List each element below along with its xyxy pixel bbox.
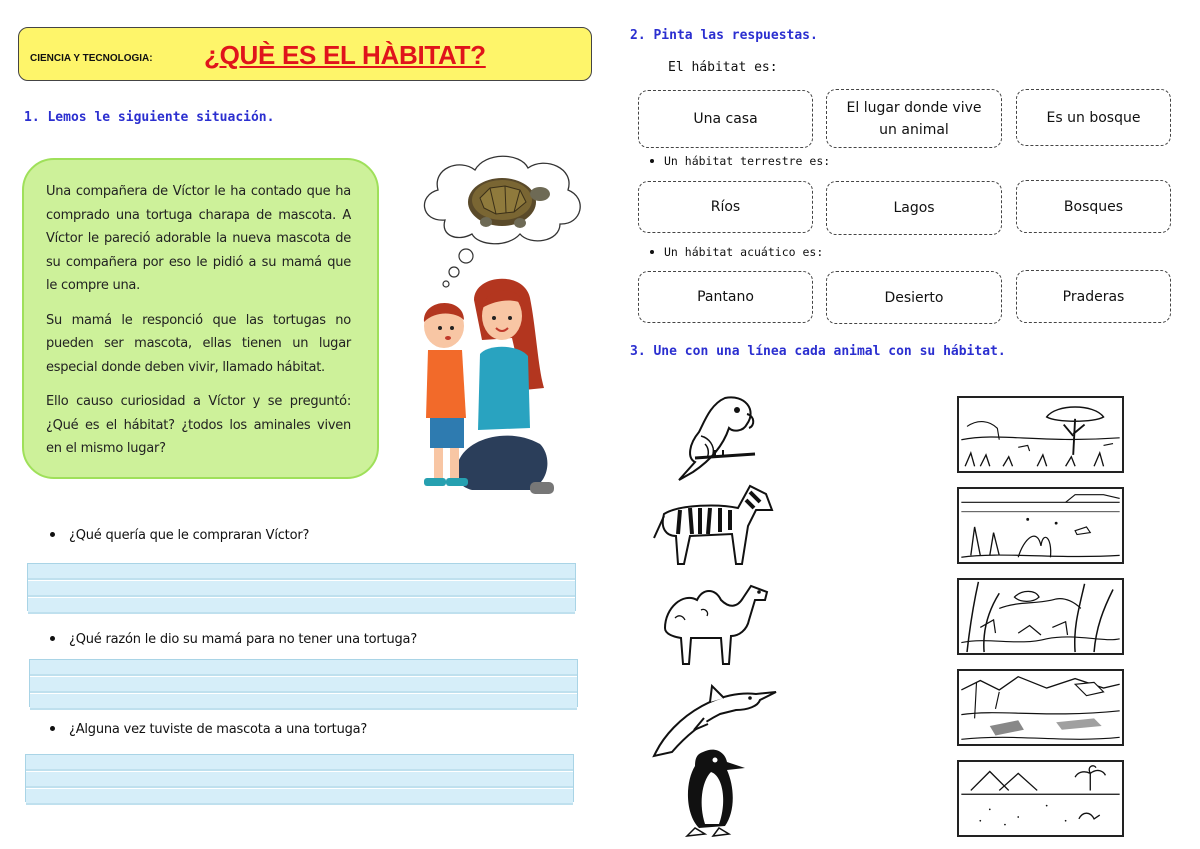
question-2 bbox=[46, 632, 417, 647]
subject-label: CIENCIA Y TECNOLOGIA: bbox=[30, 53, 153, 64]
story-box bbox=[22, 158, 379, 479]
option-es-un-bosque[interactable]: Es un bosque bbox=[1016, 89, 1171, 146]
page-title: ¿QUÈ ES EL HÀBITAT? bbox=[204, 40, 486, 70]
option-una-casa[interactable]: Una casa bbox=[638, 90, 813, 148]
story-paragraph: Una compañera de Víctor le ha contado que ha comprado una tortuga charapa de mascota. A Víctor le pareció adorable la nueva mascota de su compañera por eso le pidió a su mamá que le compre una. bbox=[46, 184, 351, 293]
habitat-river[interactable] bbox=[957, 669, 1124, 746]
habitat-prompt: El hábitat es: bbox=[668, 60, 778, 75]
bullet-icon bbox=[650, 159, 654, 163]
penguin-icon[interactable] bbox=[665, 742, 755, 840]
section1-heading: 1. Lemos le siguiente situación. bbox=[24, 110, 275, 125]
question-text: ¿Qué razón le dio su mamá para no tener una tortuga? bbox=[69, 632, 418, 647]
story-paragraph: Ello causo curiosidad a Víctor y se preguntó: ¿Qué es el hábitat? ¿todos los aminales viven en el mismo lugar? bbox=[46, 394, 351, 456]
habitat-jungle[interactable] bbox=[957, 578, 1124, 655]
camel-icon[interactable] bbox=[655, 578, 773, 670]
habitat-ocean[interactable] bbox=[957, 487, 1124, 564]
question-text: ¿Alguna vez tuviste de mascota a una tortuga? bbox=[69, 722, 368, 737]
option-rios[interactable]: Ríos bbox=[638, 181, 813, 233]
terrestre-label bbox=[630, 154, 830, 168]
bullet-icon bbox=[50, 636, 55, 641]
parrot-icon[interactable] bbox=[665, 388, 760, 483]
option-lugar-donde-vive[interactable]: El lugar donde vive un animal bbox=[826, 89, 1002, 148]
option-lagos[interactable]: Lagos bbox=[826, 181, 1002, 235]
question-3 bbox=[46, 722, 367, 737]
acuatico-label bbox=[630, 245, 823, 259]
mother-child-illustration bbox=[412, 268, 562, 510]
option-desierto[interactable]: Desierto bbox=[826, 271, 1002, 324]
option-praderas[interactable]: Praderas bbox=[1016, 270, 1171, 323]
option-bosques[interactable]: Bosques bbox=[1016, 180, 1171, 233]
habitat-desert[interactable] bbox=[957, 760, 1124, 837]
acuatico-text: Un hábitat acuático es: bbox=[664, 245, 824, 259]
question-text: ¿Qué quería que le compraran Víctor? bbox=[69, 528, 310, 543]
story-paragraph: Su mamá le responció que las tortugas no pueden ser mascota, ellas tienen un lugar especial donde deben vivir, llamado hábitat. bbox=[46, 312, 351, 375]
answer-lines-1[interactable] bbox=[27, 563, 576, 611]
option-pantano[interactable]: Pantano bbox=[638, 271, 813, 323]
habitat-savanna[interactable] bbox=[957, 396, 1124, 473]
bullet-icon bbox=[50, 726, 55, 731]
bullet-icon bbox=[650, 250, 654, 254]
question-1 bbox=[46, 528, 309, 543]
section3-heading: 3. Une con una línea cada animal con su hábitat. bbox=[630, 344, 1006, 359]
answer-lines-2[interactable] bbox=[29, 659, 578, 707]
section2-heading: 2. Pinta las respuestas. bbox=[630, 28, 818, 43]
zebra-icon[interactable] bbox=[650, 480, 775, 570]
bullet-icon bbox=[50, 532, 55, 537]
answer-lines-3[interactable] bbox=[25, 754, 574, 802]
terrestre-text: Un hábitat terrestre es: bbox=[664, 154, 831, 168]
